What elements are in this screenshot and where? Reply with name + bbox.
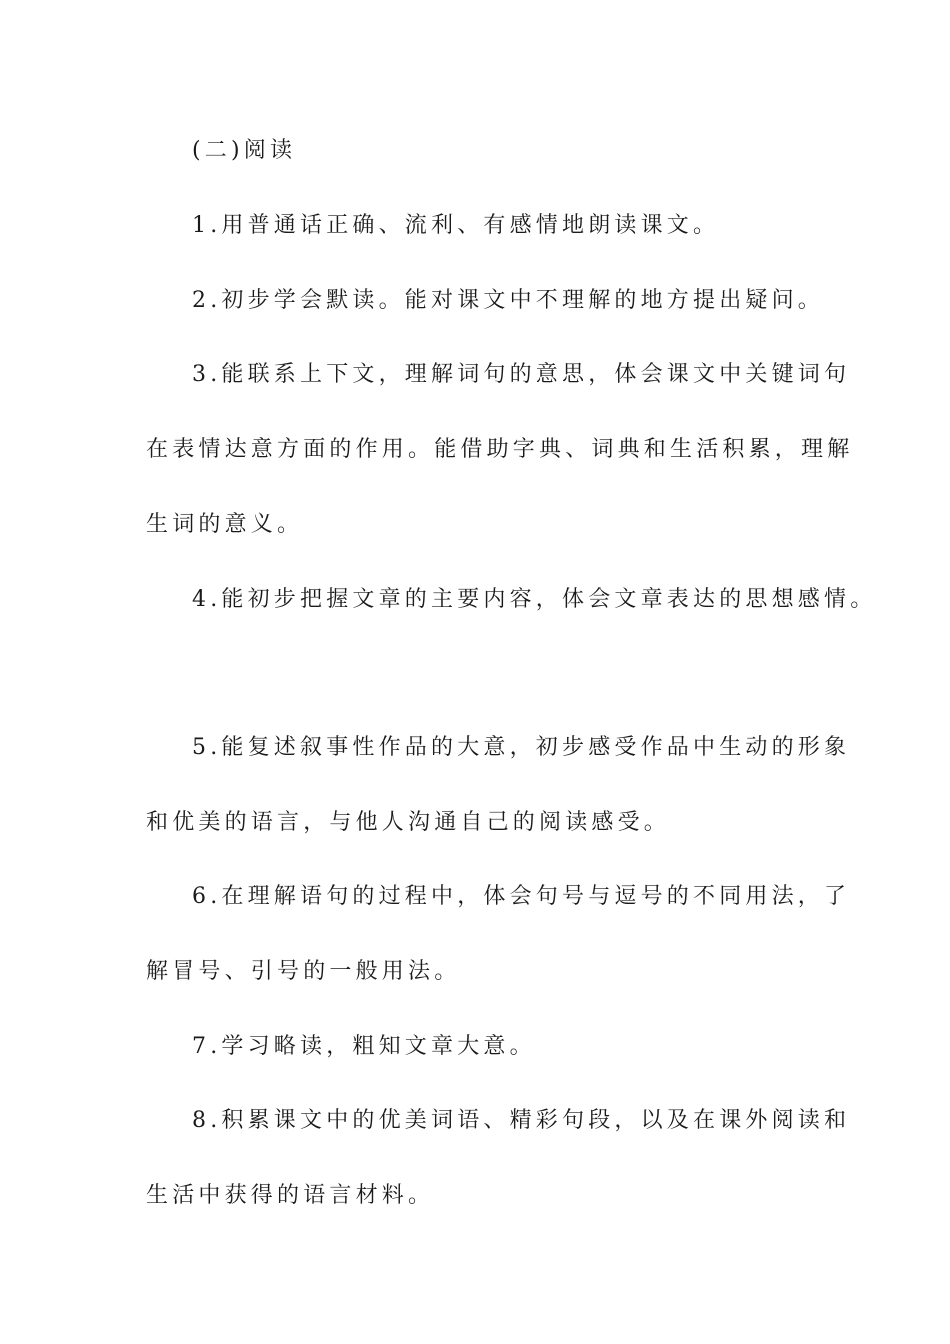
paragraph-1-line-1: 1.用普通话正确、流利、有感情地朗读课文。 bbox=[192, 213, 720, 238]
paragraph-5-line-1: 5.能复述叙事性作品的大意，初步感受作品中生动的形象 bbox=[192, 735, 851, 760]
paragraph-8-line-1: 8.积累课文中的优美词语、精彩句段，以及在课外阅读和 bbox=[192, 1108, 851, 1133]
paragraph-7-line-1: 7.学习略读，粗知文章大意。 bbox=[192, 1034, 536, 1059]
paragraph-2-line-1: 2.初步学会默读。能对课文中不理解的地方提出疑问。 bbox=[192, 288, 824, 313]
paragraph-8-line-2: 生活中获得的语言材料。 bbox=[146, 1183, 435, 1208]
paragraph-3-line-3: 生词的意义。 bbox=[146, 512, 304, 537]
paragraph-3-line-1: 3.能联系上下文，理解词句的意思，体会课文中关键词句 bbox=[192, 362, 851, 387]
paragraph-5-line-2: 和优美的语言，与他人沟通自己的阅读感受。 bbox=[146, 810, 671, 835]
paragraph-6-line-1: 6.在理解语句的过程中，体会句号与逗号的不同用法，了 bbox=[192, 884, 851, 909]
paragraph-4-line-1: 4.能初步把握文章的主要内容，体会文章表达的思想感情。 bbox=[192, 587, 877, 612]
paragraph-3-line-2: 在表情达意方面的作用。能借助字典、词典和生活积累，理解 bbox=[146, 437, 854, 462]
paragraph-6-line-2: 解冒号、引号的一般用法。 bbox=[146, 959, 461, 984]
section-heading: (二)阅读 bbox=[192, 138, 297, 163]
